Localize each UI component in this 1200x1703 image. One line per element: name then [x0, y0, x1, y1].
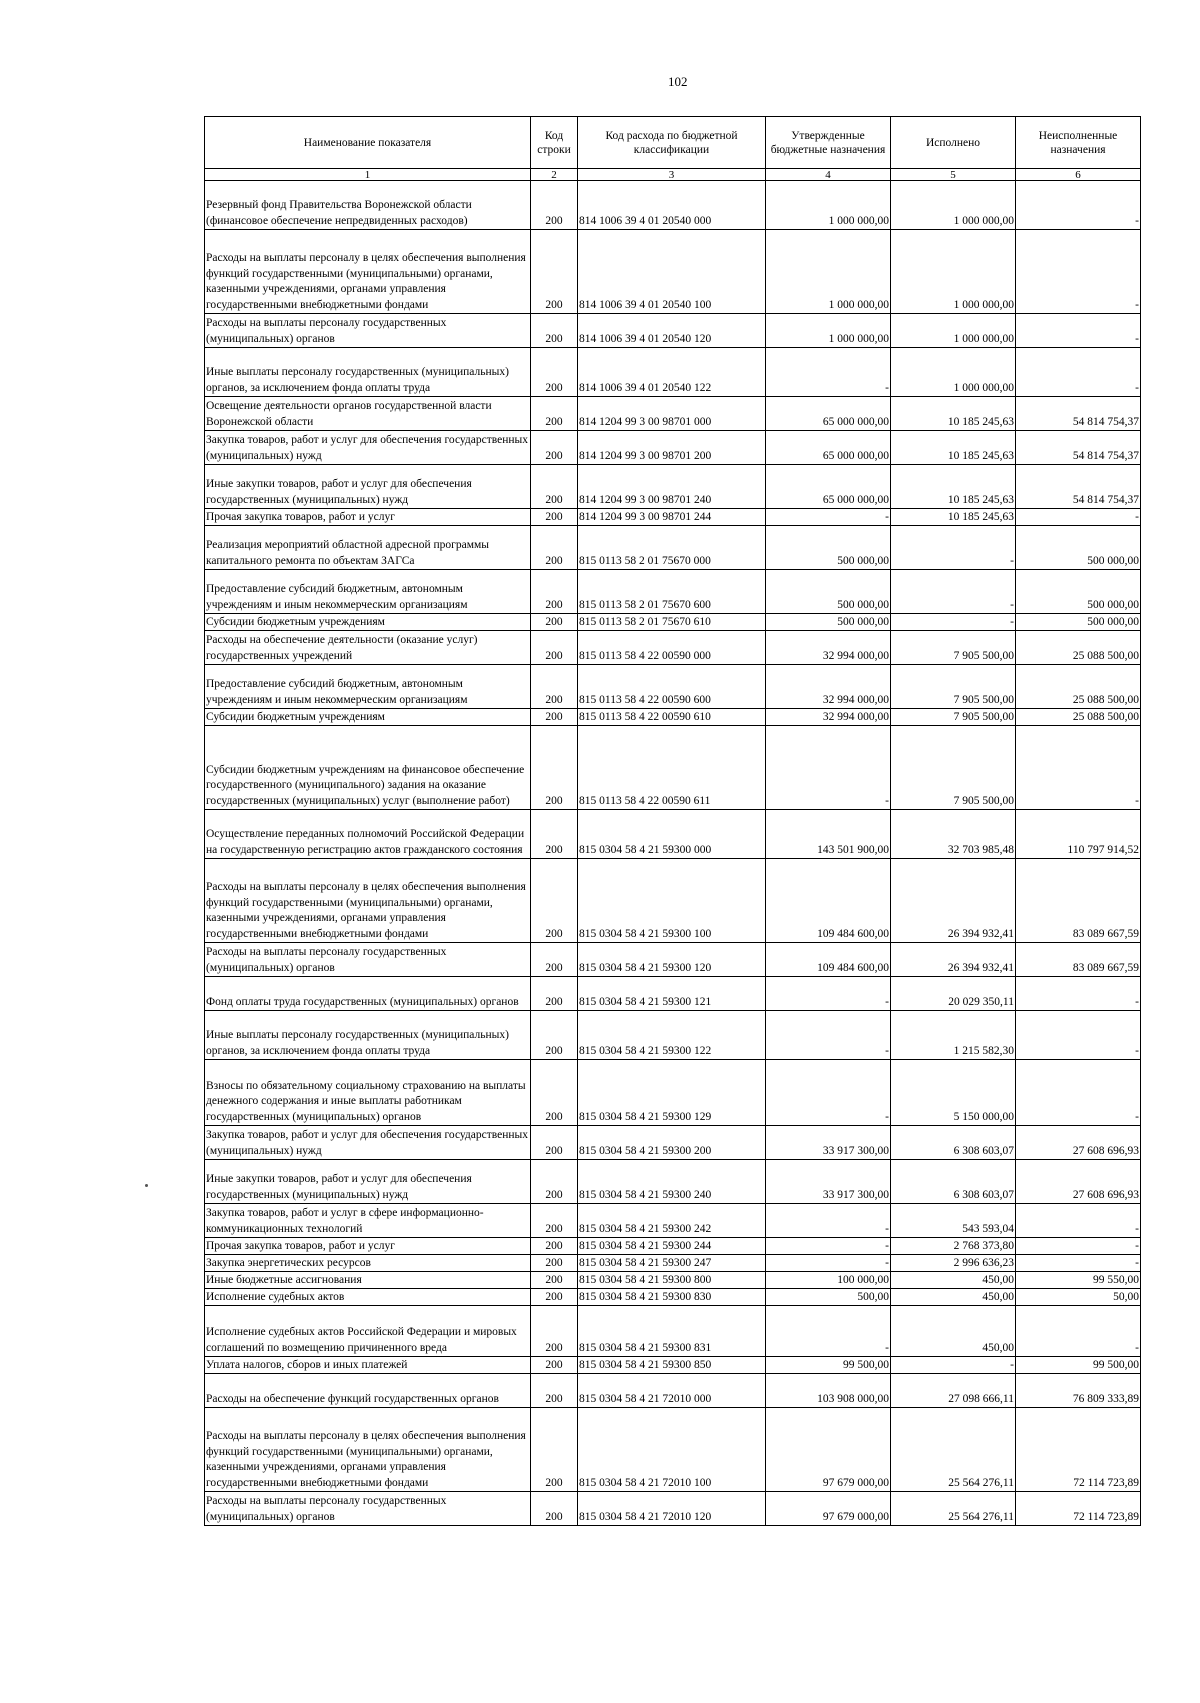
row-name: Прочая закупка товаров, работ и услуг	[205, 1238, 531, 1255]
row-approved-amount: 33 917 300,00	[766, 1160, 891, 1204]
row-unexecuted-amount: -	[1016, 1011, 1141, 1060]
table-row	[205, 631, 1141, 665]
table-row	[205, 726, 1141, 810]
row-approved-amount: 99 500,00	[766, 1357, 891, 1374]
row-budget-code: 815 0304 58 4 21 59300 120	[578, 943, 766, 977]
table-row	[205, 859, 1141, 943]
row-approved-amount: -	[766, 1306, 891, 1357]
row-budget-code: 815 0304 58 4 21 59300 800	[578, 1272, 766, 1289]
row-line-code: 200	[531, 614, 578, 631]
row-name: Расходы на обеспечение деятельности (оказание услуг) государственных учреждений	[205, 631, 531, 665]
row-executed-amount: 1 215 582,30	[891, 1011, 1016, 1060]
row-unexecuted-amount: 27 608 696,93	[1016, 1160, 1141, 1204]
table-row	[205, 465, 1141, 509]
row-approved-amount: 1 000 000,00	[766, 314, 891, 348]
row-executed-amount: 10 185 245,63	[891, 397, 1016, 431]
row-budget-code: 814 1204 99 3 00 98701 240	[578, 465, 766, 509]
row-unexecuted-amount: 99 550,00	[1016, 1272, 1141, 1289]
table-row	[205, 348, 1141, 397]
row-unexecuted-amount: 76 809 333,89	[1016, 1374, 1141, 1408]
row-line-code: 200	[531, 1306, 578, 1357]
header-line-code: Код строки	[531, 117, 578, 169]
row-line-code: 200	[531, 1126, 578, 1160]
row-executed-amount: -	[891, 1357, 1016, 1374]
row-approved-amount: 500 000,00	[766, 614, 891, 631]
row-approved-amount: 97 679 000,00	[766, 1492, 891, 1526]
row-name: Расходы на выплаты персоналу в целях обеспечения выполнения функций государственными (муниципальными) органами, казенными учреждениями, органами управления государственными внебюджетными фондами	[205, 1408, 531, 1492]
row-executed-amount: 1 000 000,00	[891, 314, 1016, 348]
row-executed-amount: 543 593,04	[891, 1204, 1016, 1238]
table-body	[205, 181, 1141, 1526]
row-approved-amount: -	[766, 1204, 891, 1238]
row-name: Реализация мероприятий областной адресной программы капитального ремонта по объектам ЗАГСа	[205, 526, 531, 570]
row-name: Закупка товаров, работ и услуг для обеспечения государственных (муниципальных) нужд	[205, 431, 531, 465]
row-unexecuted-amount: -	[1016, 1238, 1141, 1255]
column-number-row	[205, 169, 1141, 181]
row-unexecuted-amount: 25 088 500,00	[1016, 665, 1141, 709]
row-name: Резервный фонд Правительства Воронежской области (финансовое обеспечение непредвиденных расходов)	[205, 181, 531, 230]
row-line-code: 200	[531, 977, 578, 1011]
row-unexecuted-amount: -	[1016, 726, 1141, 810]
row-budget-code: 815 0304 58 4 21 59300 242	[578, 1204, 766, 1238]
table-row	[205, 665, 1141, 709]
row-line-code: 200	[531, 1238, 578, 1255]
column-number: 3	[578, 169, 766, 181]
row-budget-code: 815 0304 58 4 21 72010 000	[578, 1374, 766, 1408]
table-row	[205, 977, 1141, 1011]
table-row	[205, 614, 1141, 631]
row-name: Фонд оплаты труда государственных (муниципальных) органов	[205, 977, 531, 1011]
table-row	[205, 1289, 1141, 1306]
row-unexecuted-amount: 72 114 723,89	[1016, 1492, 1141, 1526]
table-row	[205, 570, 1141, 614]
row-approved-amount: -	[766, 1060, 891, 1126]
row-line-code: 200	[531, 1374, 578, 1408]
row-executed-amount: 1 000 000,00	[891, 230, 1016, 314]
row-unexecuted-amount: -	[1016, 509, 1141, 526]
row-budget-code: 814 1204 99 3 00 98701 200	[578, 431, 766, 465]
row-name: Субсидии бюджетным учреждениям	[205, 614, 531, 631]
row-name: Исполнение судебных актов Российской Федерации и мировых соглашений по возмещению причиненного вреда	[205, 1306, 531, 1357]
row-budget-code: 815 0304 58 4 21 72010 120	[578, 1492, 766, 1526]
row-name: Взносы по обязательному социальному страхованию на выплаты денежного содержания и иные выплаты работникам государственных (муниципальных) органов	[205, 1060, 531, 1126]
row-unexecuted-amount: -	[1016, 230, 1141, 314]
row-executed-amount: 7 905 500,00	[891, 631, 1016, 665]
row-name: Уплата налогов, сборов и иных платежей	[205, 1357, 531, 1374]
row-budget-code: 815 0113 58 4 22 00590 611	[578, 726, 766, 810]
row-budget-code: 815 0304 58 4 21 59300 830	[578, 1289, 766, 1306]
row-line-code: 200	[531, 314, 578, 348]
row-unexecuted-amount: 110 797 914,52	[1016, 810, 1141, 859]
row-approved-amount: -	[766, 1011, 891, 1060]
row-approved-amount: 32 994 000,00	[766, 709, 891, 726]
row-unexecuted-amount: 25 088 500,00	[1016, 631, 1141, 665]
row-executed-amount: 20 029 350,11	[891, 977, 1016, 1011]
row-line-code: 200	[531, 1289, 578, 1306]
row-line-code: 200	[531, 1204, 578, 1238]
column-number: 2	[531, 169, 578, 181]
row-name: Освещение деятельности органов государственной власти Воронежской области	[205, 397, 531, 431]
header-indicator-name: Наименование показателя	[205, 117, 531, 169]
row-approved-amount: 33 917 300,00	[766, 1126, 891, 1160]
row-unexecuted-amount: 83 089 667,59	[1016, 943, 1141, 977]
column-number: 4	[766, 169, 891, 181]
column-number: 6	[1016, 169, 1141, 181]
row-budget-code: 814 1204 99 3 00 98701 244	[578, 509, 766, 526]
row-unexecuted-amount: 54 814 754,37	[1016, 397, 1141, 431]
row-approved-amount: -	[766, 348, 891, 397]
table-row	[205, 1255, 1141, 1272]
table-row	[205, 943, 1141, 977]
row-executed-amount: -	[891, 570, 1016, 614]
row-unexecuted-amount: 500 000,00	[1016, 614, 1141, 631]
row-name: Иные бюджетные ассигнования	[205, 1272, 531, 1289]
row-line-code: 200	[531, 526, 578, 570]
row-executed-amount: -	[891, 526, 1016, 570]
row-approved-amount: 65 000 000,00	[766, 397, 891, 431]
table-row	[205, 314, 1141, 348]
row-line-code: 200	[531, 465, 578, 509]
page-number: 102	[668, 74, 688, 89]
row-approved-amount: 1 000 000,00	[766, 181, 891, 230]
row-name: Исполнение судебных актов	[205, 1289, 531, 1306]
row-executed-amount: 7 905 500,00	[891, 665, 1016, 709]
row-line-code: 200	[531, 943, 578, 977]
row-executed-amount: 26 394 932,41	[891, 943, 1016, 977]
row-budget-code: 815 0304 58 4 21 59300 850	[578, 1357, 766, 1374]
table-row	[205, 1011, 1141, 1060]
row-line-code: 200	[531, 665, 578, 709]
row-budget-code: 814 1006 39 4 01 20540 000	[578, 181, 766, 230]
table-row	[205, 526, 1141, 570]
table-row	[205, 397, 1141, 431]
header-budget-code: Код расхода по бюджетной классификации	[578, 117, 766, 169]
row-unexecuted-amount: -	[1016, 314, 1141, 348]
budget-execution-table	[204, 116, 1141, 1526]
row-name: Расходы на выплаты персоналу государственных (муниципальных) органов	[205, 314, 531, 348]
row-executed-amount: 10 185 245,63	[891, 509, 1016, 526]
column-number: 1	[205, 169, 531, 181]
row-name: Иные закупки товаров, работ и услуг для обеспечения государственных (муниципальных) нужд	[205, 465, 531, 509]
row-budget-code: 815 0304 58 4 21 59300 000	[578, 810, 766, 859]
row-line-code: 200	[531, 1357, 578, 1374]
row-line-code: 200	[531, 509, 578, 526]
row-executed-amount: 450,00	[891, 1306, 1016, 1357]
table-row	[205, 181, 1141, 230]
row-name: Закупка товаров, работ и услуг в сфере информационно-коммуникационных технологий	[205, 1204, 531, 1238]
row-approved-amount: 500,00	[766, 1289, 891, 1306]
row-name: Расходы на выплаты персоналу в целях обеспечения выполнения функций государственными (муниципальными) органами, казенными учреждениями, органами управления государственными внебюджетными фондами	[205, 859, 531, 943]
row-name: Предоставление субсидий бюджетным, автономным учреждениям и иным некоммерческим организациям	[205, 570, 531, 614]
row-budget-code: 814 1006 39 4 01 20540 120	[578, 314, 766, 348]
row-name: Расходы на выплаты персоналу государственных (муниципальных) органов	[205, 1492, 531, 1526]
row-executed-amount: 6 308 603,07	[891, 1160, 1016, 1204]
row-approved-amount: 100 000,00	[766, 1272, 891, 1289]
row-executed-amount: 1 000 000,00	[891, 181, 1016, 230]
table-row	[205, 1204, 1141, 1238]
row-executed-amount: 26 394 932,41	[891, 859, 1016, 943]
row-executed-amount: 25 564 276,11	[891, 1492, 1016, 1526]
row-unexecuted-amount: -	[1016, 1306, 1141, 1357]
row-executed-amount: 7 905 500,00	[891, 709, 1016, 726]
row-unexecuted-amount: -	[1016, 1060, 1141, 1126]
row-budget-code: 815 0304 58 4 21 59300 240	[578, 1160, 766, 1204]
row-line-code: 200	[531, 810, 578, 859]
row-name: Иные закупки товаров, работ и услуг для обеспечения государственных (муниципальных) нужд	[205, 1160, 531, 1204]
row-approved-amount: 32 994 000,00	[766, 665, 891, 709]
row-name: Иные выплаты персоналу государственных (муниципальных) органов, за исключением фонда оплаты труда	[205, 348, 531, 397]
row-executed-amount: 5 150 000,00	[891, 1060, 1016, 1126]
row-approved-amount: -	[766, 1255, 891, 1272]
row-name: Расходы на обеспечение функций государственных органов	[205, 1374, 531, 1408]
row-budget-code: 815 0113 58 4 22 00590 600	[578, 665, 766, 709]
row-name: Расходы на выплаты персоналу государственных (муниципальных) органов	[205, 943, 531, 977]
header-executed: Исполнено	[891, 117, 1016, 169]
row-executed-amount: 450,00	[891, 1272, 1016, 1289]
row-budget-code: 815 0304 58 4 21 59300 122	[578, 1011, 766, 1060]
row-name: Закупка энергетических ресурсов	[205, 1255, 531, 1272]
table-row	[205, 1160, 1141, 1204]
table-row	[205, 1492, 1141, 1526]
row-name: Закупка товаров, работ и услуг для обеспечения государственных (муниципальных) нужд	[205, 1126, 531, 1160]
row-unexecuted-amount: 99 500,00	[1016, 1357, 1141, 1374]
row-budget-code: 815 0304 58 4 21 72010 100	[578, 1408, 766, 1492]
row-unexecuted-amount: 500 000,00	[1016, 526, 1141, 570]
row-budget-code: 815 0304 58 4 21 59300 244	[578, 1238, 766, 1255]
row-unexecuted-amount: 500 000,00	[1016, 570, 1141, 614]
row-line-code: 200	[531, 726, 578, 810]
row-line-code: 200	[531, 181, 578, 230]
row-budget-code: 815 0304 58 4 21 59300 100	[578, 859, 766, 943]
row-line-code: 200	[531, 1408, 578, 1492]
row-budget-code: 815 0113 58 2 01 75670 000	[578, 526, 766, 570]
row-line-code: 200	[531, 1272, 578, 1289]
row-budget-code: 815 0304 58 4 21 59300 831	[578, 1306, 766, 1357]
row-unexecuted-amount: -	[1016, 181, 1141, 230]
row-budget-code: 815 0113 58 4 22 00590 610	[578, 709, 766, 726]
row-line-code: 200	[531, 1492, 578, 1526]
row-line-code: 200	[531, 230, 578, 314]
row-executed-amount: 27 098 666,11	[891, 1374, 1016, 1408]
row-approved-amount: 500 000,00	[766, 570, 891, 614]
row-name: Осуществление переданных полномочий Российской Федерации на государственную регистрацию актов гражданского состояния	[205, 810, 531, 859]
row-line-code: 200	[531, 397, 578, 431]
table-row	[205, 1306, 1141, 1357]
row-approved-amount: 65 000 000,00	[766, 431, 891, 465]
row-name: Иные выплаты персоналу государственных (муниципальных) органов, за исключением фонда оплаты труда	[205, 1011, 531, 1060]
row-unexecuted-amount: -	[1016, 1204, 1141, 1238]
row-line-code: 200	[531, 1255, 578, 1272]
row-budget-code: 815 0304 58 4 21 59300 121	[578, 977, 766, 1011]
row-line-code: 200	[531, 859, 578, 943]
row-line-code: 200	[531, 1160, 578, 1204]
table-row	[205, 1060, 1141, 1126]
row-approved-amount: -	[766, 1238, 891, 1255]
row-name: Расходы на выплаты персоналу в целях обеспечения выполнения функций государственными (муниципальными) органами, казенными учреждениями, органами управления государственными внебюджетными фондами	[205, 230, 531, 314]
row-budget-code: 815 0304 58 4 21 59300 129	[578, 1060, 766, 1126]
row-line-code: 200	[531, 348, 578, 397]
row-executed-amount: 2 996 636,23	[891, 1255, 1016, 1272]
row-unexecuted-amount: -	[1016, 977, 1141, 1011]
row-executed-amount: 450,00	[891, 1289, 1016, 1306]
table-row	[205, 509, 1141, 526]
table-row	[205, 1238, 1141, 1255]
row-line-code: 200	[531, 709, 578, 726]
row-line-code: 200	[531, 1011, 578, 1060]
column-number: 5	[891, 169, 1016, 181]
table-row	[205, 1408, 1141, 1492]
row-approved-amount: -	[766, 977, 891, 1011]
row-executed-amount: 1 000 000,00	[891, 348, 1016, 397]
row-unexecuted-amount: 83 089 667,59	[1016, 859, 1141, 943]
row-approved-amount: 1 000 000,00	[766, 230, 891, 314]
table-row	[205, 1126, 1141, 1160]
row-name: Прочая закупка товаров, работ и услуг	[205, 509, 531, 526]
row-unexecuted-amount: -	[1016, 1255, 1141, 1272]
row-executed-amount: 32 703 985,48	[891, 810, 1016, 859]
table-row	[205, 230, 1141, 314]
row-budget-code: 814 1006 39 4 01 20540 122	[578, 348, 766, 397]
row-budget-code: 815 0113 58 2 01 75670 610	[578, 614, 766, 631]
row-line-code: 200	[531, 431, 578, 465]
row-line-code: 200	[531, 1060, 578, 1126]
row-executed-amount: 6 308 603,07	[891, 1126, 1016, 1160]
row-executed-amount: 10 185 245,63	[891, 465, 1016, 509]
table-row	[205, 431, 1141, 465]
row-executed-amount: 25 564 276,11	[891, 1408, 1016, 1492]
row-approved-amount: 65 000 000,00	[766, 465, 891, 509]
header-approved: Утвержденные бюджетные назначения	[766, 117, 891, 169]
row-executed-amount: 7 905 500,00	[891, 726, 1016, 810]
row-unexecuted-amount: 25 088 500,00	[1016, 709, 1141, 726]
row-budget-code: 814 1006 39 4 01 20540 100	[578, 230, 766, 314]
row-name: Предоставление субсидий бюджетным, автономным учреждениям и иным некоммерческим организациям	[205, 665, 531, 709]
table-row	[205, 1357, 1141, 1374]
scan-speck	[145, 1184, 148, 1187]
row-budget-code: 815 0304 58 4 21 59300 200	[578, 1126, 766, 1160]
row-approved-amount: 109 484 600,00	[766, 943, 891, 977]
table-row	[205, 709, 1141, 726]
row-executed-amount: -	[891, 614, 1016, 631]
row-budget-code: 815 0113 58 2 01 75670 600	[578, 570, 766, 614]
row-line-code: 200	[531, 631, 578, 665]
row-approved-amount: 103 908 000,00	[766, 1374, 891, 1408]
row-approved-amount: 97 679 000,00	[766, 1408, 891, 1492]
row-line-code: 200	[531, 570, 578, 614]
row-executed-amount: 10 185 245,63	[891, 431, 1016, 465]
row-unexecuted-amount: 72 114 723,89	[1016, 1408, 1141, 1492]
row-budget-code: 815 0113 58 4 22 00590 000	[578, 631, 766, 665]
row-name: Субсидии бюджетным учреждениям на финансовое обеспечение государственного (муниципального) задания на оказание государственных (муниципальных) услуг (выполнение работ)	[205, 726, 531, 810]
table-row	[205, 1272, 1141, 1289]
row-approved-amount: 32 994 000,00	[766, 631, 891, 665]
row-unexecuted-amount: -	[1016, 348, 1141, 397]
row-unexecuted-amount: 27 608 696,93	[1016, 1126, 1141, 1160]
row-approved-amount: -	[766, 726, 891, 810]
row-budget-code: 814 1204 99 3 00 98701 000	[578, 397, 766, 431]
table-header-row	[205, 117, 1141, 169]
row-name: Субсидии бюджетным учреждениям	[205, 709, 531, 726]
row-executed-amount: 2 768 373,80	[891, 1238, 1016, 1255]
row-unexecuted-amount: 50,00	[1016, 1289, 1141, 1306]
row-unexecuted-amount: 54 814 754,37	[1016, 465, 1141, 509]
table-row	[205, 1374, 1141, 1408]
row-unexecuted-amount: 54 814 754,37	[1016, 431, 1141, 465]
row-approved-amount: -	[766, 509, 891, 526]
table-row	[205, 810, 1141, 859]
row-budget-code: 815 0304 58 4 21 59300 247	[578, 1255, 766, 1272]
row-approved-amount: 500 000,00	[766, 526, 891, 570]
row-approved-amount: 143 501 900,00	[766, 810, 891, 859]
row-approved-amount: 109 484 600,00	[766, 859, 891, 943]
header-unexecuted: Неисполненные назначения	[1016, 117, 1141, 169]
